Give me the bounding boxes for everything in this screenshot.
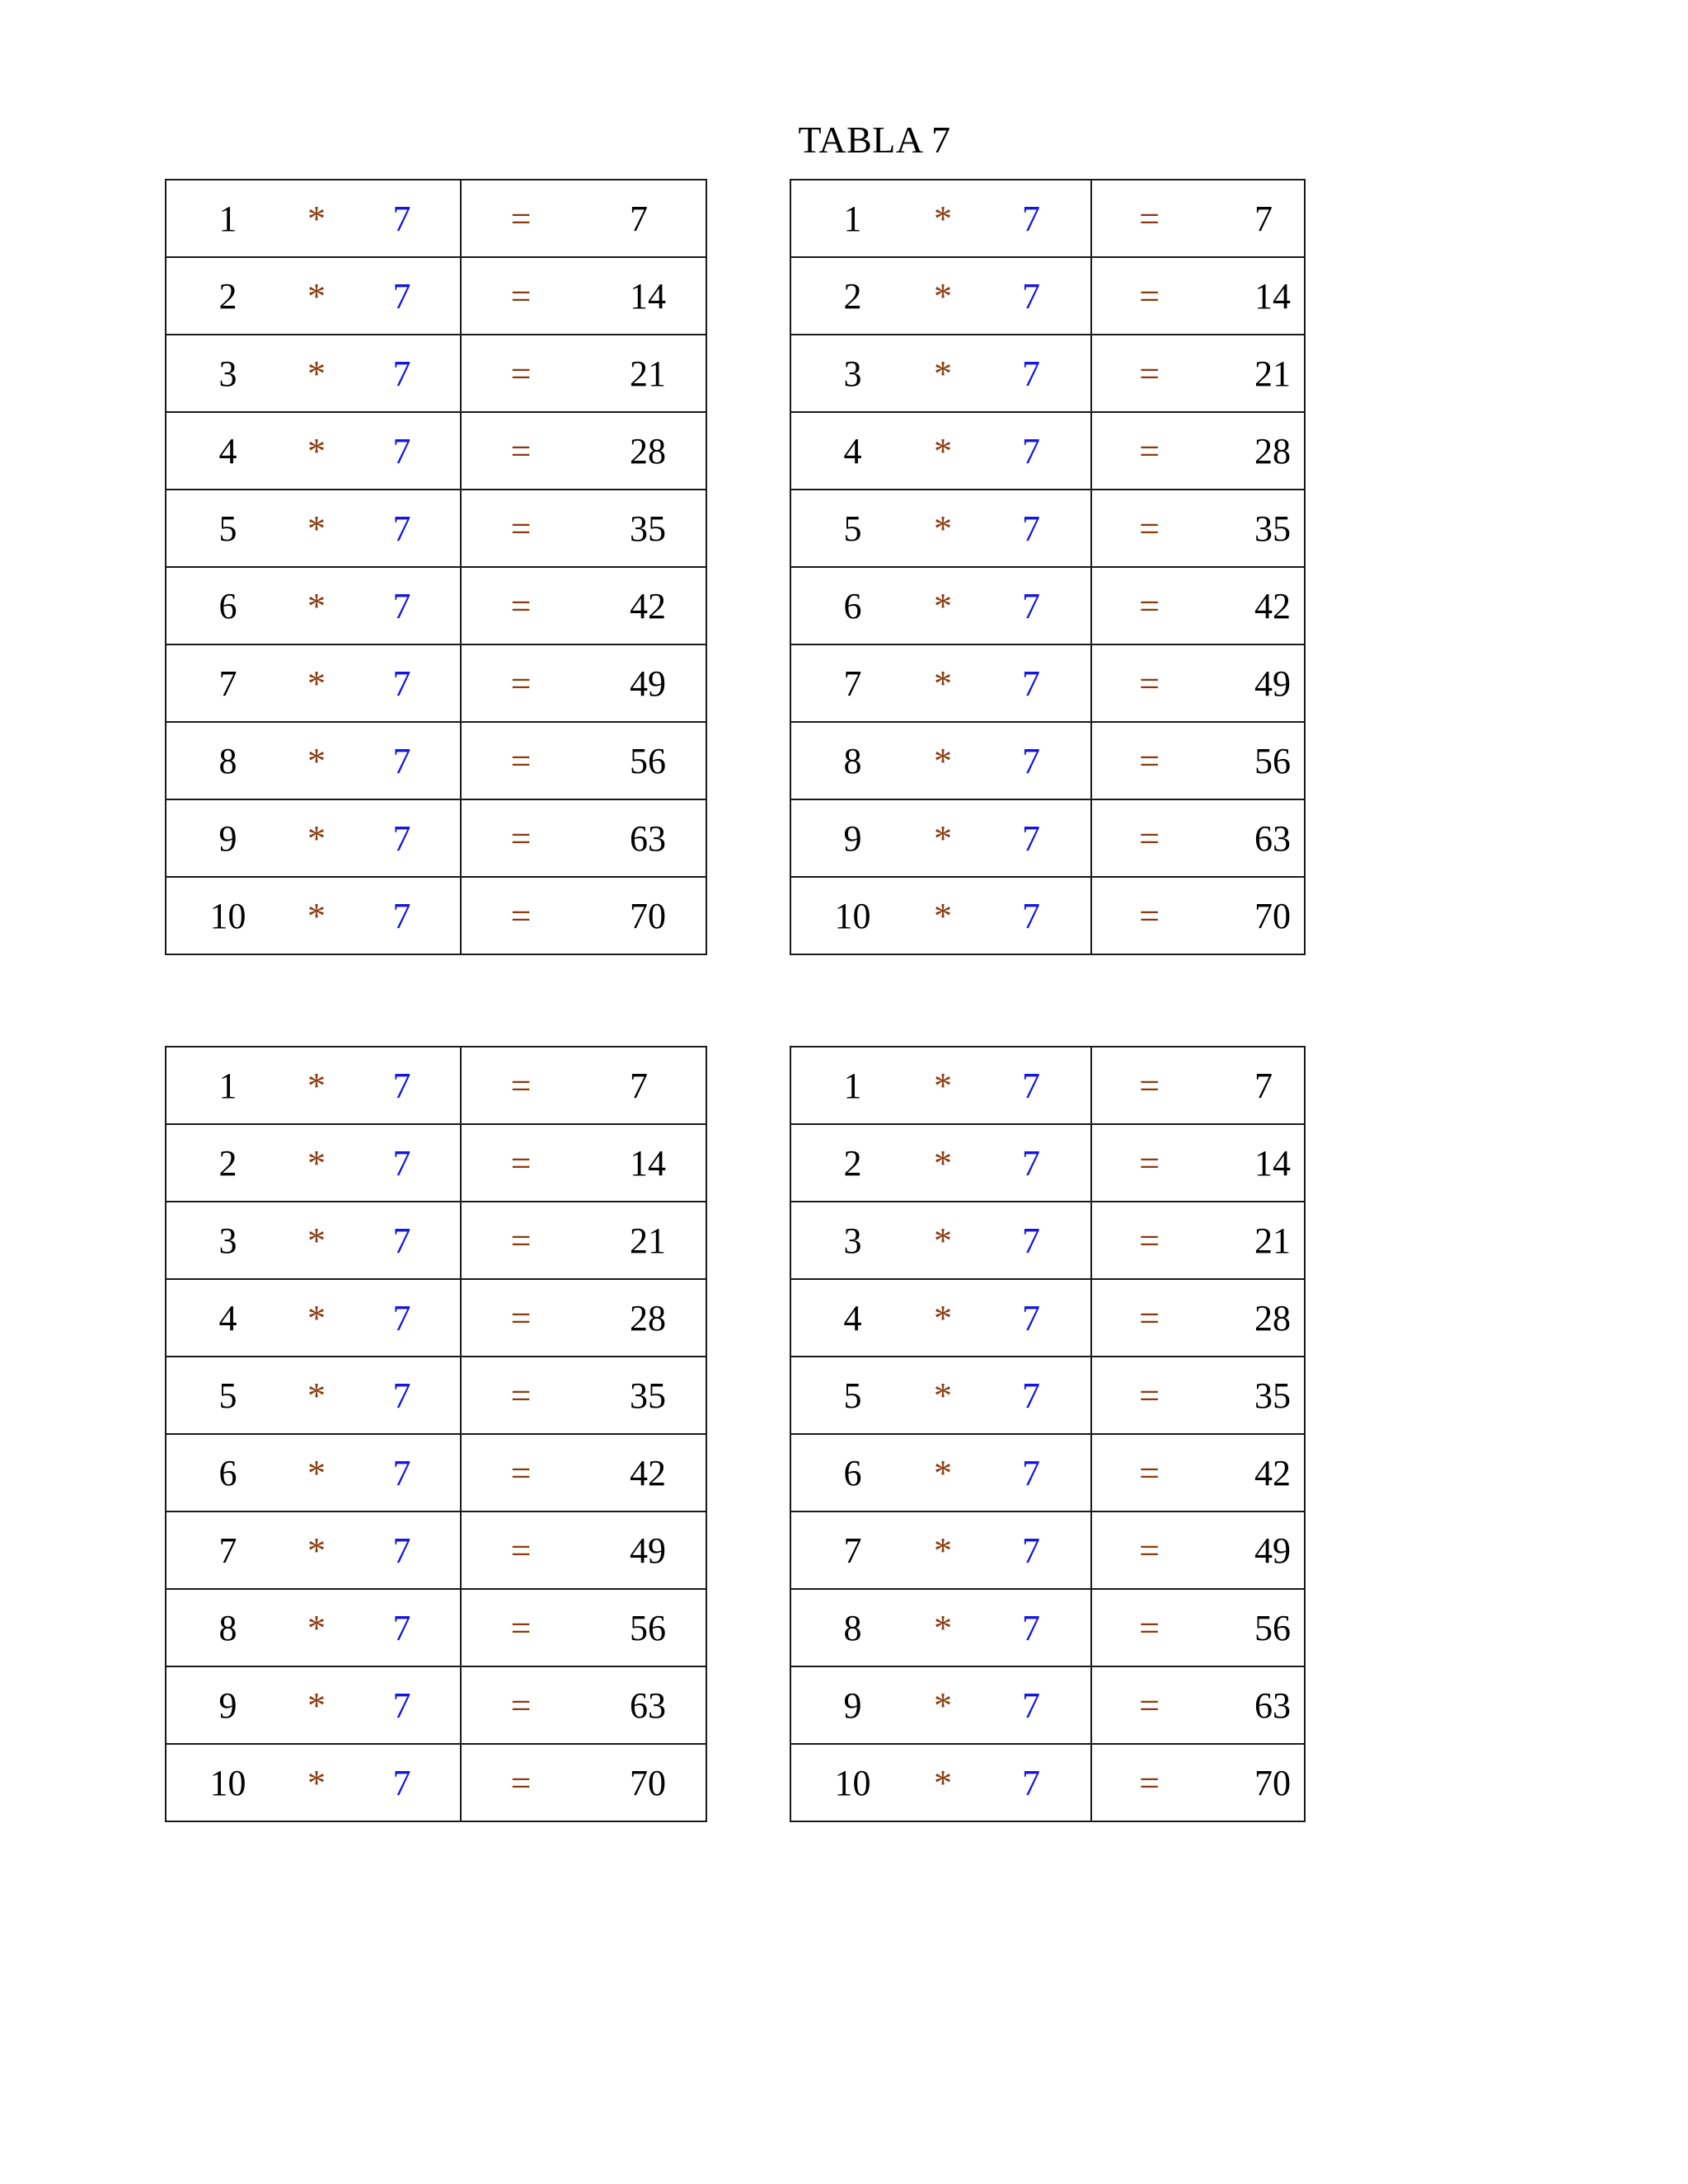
table-row (790, 722, 1305, 799)
equals-sign: = (461, 1357, 580, 1434)
multiply-operator: * (289, 1047, 344, 1124)
product-cell: 56 (1207, 1589, 1305, 1666)
product-cell: 28 (580, 412, 706, 490)
multiplication-table-top-left (165, 179, 707, 955)
factor-cell: 7 (972, 644, 1091, 722)
multiply-operator: * (914, 1589, 972, 1666)
multiplicand-cell: 9 (790, 799, 914, 877)
product-cell: 14 (1207, 257, 1305, 335)
equals-sign: = (1091, 1666, 1207, 1744)
multiply-operator: * (914, 1511, 972, 1589)
table-row (790, 644, 1305, 722)
factor-cell: 7 (344, 257, 461, 335)
table-row (166, 1434, 706, 1511)
multiplicand-cell: 4 (166, 1279, 289, 1357)
equals-sign: = (461, 180, 580, 257)
multiply-operator: * (914, 412, 972, 490)
multiplicand-cell: 8 (790, 722, 914, 799)
factor-cell: 7 (972, 1279, 1091, 1357)
multiplicand-cell: 10 (166, 877, 289, 954)
multiplicand-cell: 6 (166, 567, 289, 644)
table-row (166, 1589, 706, 1666)
multiply-operator: * (289, 180, 344, 257)
product-cell: 63 (580, 799, 706, 877)
equals-sign: = (461, 722, 580, 799)
product-cell: 7 (1207, 180, 1305, 257)
equals-sign: = (461, 1202, 580, 1279)
table-row (790, 1666, 1305, 1744)
product-cell: 42 (1207, 567, 1305, 644)
table-row (166, 490, 706, 567)
factor-cell: 7 (972, 1434, 1091, 1511)
product-cell: 21 (580, 1202, 706, 1279)
table-row (166, 1279, 706, 1357)
equals-sign: = (461, 490, 580, 567)
table-row (166, 335, 706, 412)
factor-cell: 7 (344, 412, 461, 490)
table-row (790, 180, 1305, 257)
table-row (790, 1511, 1305, 1589)
factor-cell: 7 (972, 1202, 1091, 1279)
table-row (166, 180, 706, 257)
multiply-operator: * (914, 180, 972, 257)
table-row (166, 722, 706, 799)
factor-cell: 7 (344, 1279, 461, 1357)
product-cell: 7 (580, 180, 706, 257)
multiply-operator: * (289, 877, 344, 954)
table-row (790, 877, 1305, 954)
factor-cell: 7 (344, 722, 461, 799)
equals-sign: = (1091, 1511, 1207, 1589)
factor-cell: 7 (972, 877, 1091, 954)
table-row (790, 1279, 1305, 1357)
multiplicand-cell: 6 (790, 567, 914, 644)
multiplicand-cell: 1 (790, 180, 914, 257)
factor-cell: 7 (344, 1434, 461, 1511)
multiply-operator: * (289, 1744, 344, 1821)
equals-sign: = (1091, 1357, 1207, 1434)
multiplicand-cell: 3 (166, 1202, 289, 1279)
multiply-operator: * (289, 644, 344, 722)
multiply-operator: * (289, 1511, 344, 1589)
equals-sign: = (1091, 1202, 1207, 1279)
equals-sign: = (461, 1124, 580, 1202)
multiplicand-cell: 7 (166, 644, 289, 722)
factor-cell: 7 (344, 1124, 461, 1202)
factor-cell: 7 (972, 1511, 1091, 1589)
page-title: TABLA 7 (798, 119, 951, 161)
multiplicand-cell: 2 (166, 1124, 289, 1202)
equals-sign: = (461, 412, 580, 490)
equals-sign: = (1091, 1589, 1207, 1666)
product-cell: 35 (1207, 490, 1305, 567)
table-row (166, 1124, 706, 1202)
multiplicand-cell: 4 (790, 412, 914, 490)
multiply-operator: * (289, 1124, 344, 1202)
product-cell: 63 (1207, 799, 1305, 877)
factor-cell: 7 (344, 644, 461, 722)
multiply-operator: * (289, 1589, 344, 1666)
multiplicand-cell: 3 (790, 1202, 914, 1279)
multiply-operator: * (289, 1666, 344, 1744)
equals-sign: = (1091, 490, 1207, 567)
product-cell: 49 (1207, 644, 1305, 722)
factor-cell: 7 (344, 1744, 461, 1821)
product-cell: 70 (1207, 877, 1305, 954)
multiply-operator: * (914, 257, 972, 335)
multiply-operator: * (289, 490, 344, 567)
multiplicand-cell: 8 (166, 722, 289, 799)
multiplicand-cell: 8 (790, 1589, 914, 1666)
multiplicand-cell: 10 (166, 1744, 289, 1821)
factor-cell: 7 (344, 877, 461, 954)
multiplicand-cell: 1 (790, 1047, 914, 1124)
multiply-operator: * (289, 567, 344, 644)
table-row (790, 257, 1305, 335)
multiplicand-cell: 9 (166, 1666, 289, 1744)
multiply-operator: * (914, 335, 972, 412)
product-cell: 42 (1207, 1434, 1305, 1511)
multiplicand-cell: 6 (166, 1434, 289, 1511)
equals-sign: = (461, 644, 580, 722)
multiplicand-cell: 7 (790, 644, 914, 722)
multiplicand-cell: 7 (790, 1511, 914, 1589)
equals-sign: = (461, 877, 580, 954)
multiplication-table-bottom-right (790, 1046, 1306, 1822)
multiplicand-cell: 4 (166, 412, 289, 490)
multiplicand-cell: 7 (166, 1511, 289, 1589)
equals-sign: = (461, 1511, 580, 1589)
table-row (166, 1744, 706, 1821)
equals-sign: = (1091, 1279, 1207, 1357)
table-row (790, 1124, 1305, 1202)
multiply-operator: * (914, 644, 972, 722)
factor-cell: 7 (344, 490, 461, 567)
factor-cell: 7 (344, 335, 461, 412)
factor-cell: 7 (972, 1124, 1091, 1202)
product-cell: 21 (1207, 335, 1305, 412)
factor-cell: 7 (972, 257, 1091, 335)
table-row (166, 412, 706, 490)
factor-cell: 7 (972, 412, 1091, 490)
table-row (166, 1202, 706, 1279)
product-cell: 49 (580, 1511, 706, 1589)
table-row (790, 1434, 1305, 1511)
product-cell: 63 (580, 1666, 706, 1744)
multiply-operator: * (914, 1124, 972, 1202)
multiplicand-cell: 2 (166, 257, 289, 335)
factor-cell: 7 (972, 1357, 1091, 1434)
multiply-operator: * (289, 1202, 344, 1279)
factor-cell: 7 (344, 1047, 461, 1124)
factor-cell: 7 (972, 1589, 1091, 1666)
table-row (790, 1202, 1305, 1279)
table-row (166, 567, 706, 644)
table-row (790, 412, 1305, 490)
multiplicand-cell: 1 (166, 180, 289, 257)
product-cell: 56 (580, 1589, 706, 1666)
product-cell: 28 (1207, 1279, 1305, 1357)
multiply-operator: * (914, 877, 972, 954)
product-cell: 42 (580, 1434, 706, 1511)
multiply-operator: * (914, 1357, 972, 1434)
factor-cell: 7 (972, 1047, 1091, 1124)
table-row (790, 799, 1305, 877)
multiply-operator: * (289, 412, 344, 490)
table-row (166, 257, 706, 335)
multiplicand-cell: 10 (790, 1744, 914, 1821)
multiplicand-cell: 5 (166, 1357, 289, 1434)
multiply-operator: * (289, 1357, 344, 1434)
product-cell: 70 (1207, 1744, 1305, 1821)
multiplicand-cell: 4 (790, 1279, 914, 1357)
product-cell: 14 (1207, 1124, 1305, 1202)
equals-sign: = (461, 567, 580, 644)
product-cell: 35 (580, 490, 706, 567)
equals-sign: = (1091, 722, 1207, 799)
multiply-operator: * (289, 1279, 344, 1357)
equals-sign: = (461, 257, 580, 335)
factor-cell: 7 (972, 335, 1091, 412)
multiplicand-cell: 5 (790, 490, 914, 567)
table-row (790, 567, 1305, 644)
multiplicand-cell: 8 (166, 1589, 289, 1666)
multiplicand-cell: 2 (790, 257, 914, 335)
product-cell: 56 (1207, 722, 1305, 799)
equals-sign: = (1091, 180, 1207, 257)
table-row (166, 1357, 706, 1434)
factor-cell: 7 (972, 1744, 1091, 1821)
product-cell: 70 (580, 877, 706, 954)
factor-cell: 7 (972, 180, 1091, 257)
product-cell: 14 (580, 1124, 706, 1202)
multiply-operator: * (289, 335, 344, 412)
multiply-operator: * (914, 1666, 972, 1744)
factor-cell: 7 (972, 490, 1091, 567)
product-cell: 7 (580, 1047, 706, 1124)
multiplicand-cell: 9 (166, 799, 289, 877)
factor-cell: 7 (344, 1589, 461, 1666)
multiply-operator: * (914, 1047, 972, 1124)
multiplicand-cell: 10 (790, 877, 914, 954)
multiply-operator: * (914, 1434, 972, 1511)
product-cell: 14 (580, 257, 706, 335)
multiplication-table-bottom-left (165, 1046, 707, 1822)
equals-sign: = (1091, 1744, 1207, 1821)
factor-cell: 7 (344, 1511, 461, 1589)
product-cell: 28 (580, 1279, 706, 1357)
table-row (166, 1511, 706, 1589)
product-cell: 70 (580, 1744, 706, 1821)
multiply-operator: * (289, 722, 344, 799)
multiplicand-cell: 1 (166, 1047, 289, 1124)
product-cell: 49 (580, 644, 706, 722)
table-row (166, 799, 706, 877)
factor-cell: 7 (972, 799, 1091, 877)
equals-sign: = (1091, 1434, 1207, 1511)
product-cell: 35 (1207, 1357, 1305, 1434)
equals-sign: = (461, 1744, 580, 1821)
equals-sign: = (1091, 799, 1207, 877)
equals-sign: = (461, 1279, 580, 1357)
multiplicand-cell: 5 (166, 490, 289, 567)
factor-cell: 7 (344, 180, 461, 257)
table-row (790, 1589, 1305, 1666)
product-cell: 21 (1207, 1202, 1305, 1279)
table-row (790, 490, 1305, 567)
equals-sign: = (1091, 877, 1207, 954)
equals-sign: = (1091, 644, 1207, 722)
product-cell: 49 (1207, 1511, 1305, 1589)
product-cell: 21 (580, 335, 706, 412)
multiply-operator: * (914, 1279, 972, 1357)
equals-sign: = (461, 1434, 580, 1511)
table-row (166, 644, 706, 722)
equals-sign: = (1091, 1047, 1207, 1124)
multiplicand-cell: 9 (790, 1666, 914, 1744)
factor-cell: 7 (344, 1666, 461, 1744)
product-cell: 56 (580, 722, 706, 799)
multiply-operator: * (289, 1434, 344, 1511)
multiplicand-cell: 2 (790, 1124, 914, 1202)
factor-cell: 7 (344, 567, 461, 644)
table-row (790, 335, 1305, 412)
multiply-operator: * (289, 257, 344, 335)
equals-sign: = (1091, 412, 1207, 490)
equals-sign: = (461, 1047, 580, 1124)
table-row (166, 1666, 706, 1744)
equals-sign: = (1091, 1124, 1207, 1202)
multiply-operator: * (289, 799, 344, 877)
product-cell: 28 (1207, 412, 1305, 490)
equals-sign: = (1091, 257, 1207, 335)
product-cell: 7 (1207, 1047, 1305, 1124)
table-row (790, 1047, 1305, 1124)
multiply-operator: * (914, 1744, 972, 1821)
equals-sign: = (1091, 567, 1207, 644)
product-cell: 63 (1207, 1666, 1305, 1744)
multiply-operator: * (914, 567, 972, 644)
table-row (790, 1744, 1305, 1821)
table-row (166, 877, 706, 954)
multiplicand-cell: 3 (166, 335, 289, 412)
equals-sign: = (461, 799, 580, 877)
multiply-operator: * (914, 490, 972, 567)
equals-sign: = (1091, 335, 1207, 412)
equals-sign: = (461, 1666, 580, 1744)
multiplication-table-top-right (790, 179, 1306, 955)
multiplicand-cell: 5 (790, 1357, 914, 1434)
table-row (790, 1357, 1305, 1434)
multiply-operator: * (914, 799, 972, 877)
factor-cell: 7 (344, 1357, 461, 1434)
factor-cell: 7 (972, 567, 1091, 644)
multiplicand-cell: 6 (790, 1434, 914, 1511)
multiply-operator: * (914, 722, 972, 799)
factor-cell: 7 (972, 722, 1091, 799)
multiply-operator: * (914, 1202, 972, 1279)
equals-sign: = (461, 335, 580, 412)
factor-cell: 7 (344, 799, 461, 877)
factor-cell: 7 (344, 1202, 461, 1279)
product-cell: 42 (580, 567, 706, 644)
table-row (166, 1047, 706, 1124)
multiplicand-cell: 3 (790, 335, 914, 412)
factor-cell: 7 (972, 1666, 1091, 1744)
equals-sign: = (461, 1589, 580, 1666)
product-cell: 35 (580, 1357, 706, 1434)
